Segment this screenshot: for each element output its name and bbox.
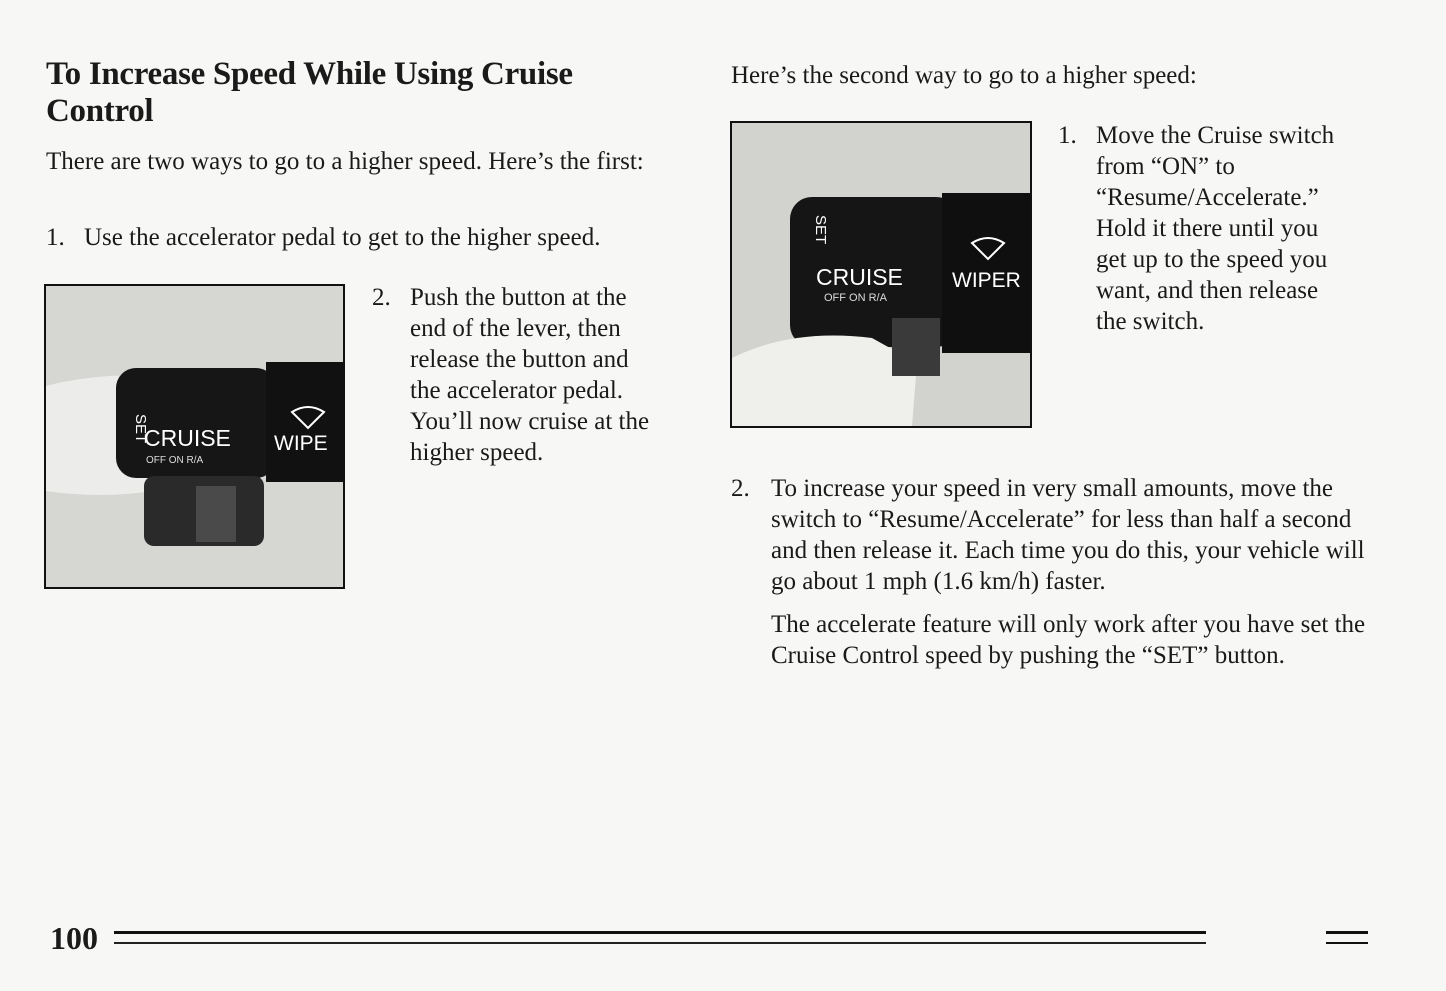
photo-set-label: SET	[812, 215, 829, 245]
cruise-lever-photo-left	[44, 284, 345, 589]
accelerate-note: The accelerate feature will only work after you have set the Cruise Control speed by pushing the “SET” button.	[771, 611, 1366, 669]
right-step-2-text: To increase your speed in very small amounts, move the switch to “Resume/Accelerate” for less than half a second and then release it. Each time you do this, your vehicle will go about 1 mph (1.6 km/h) faster.	[771, 475, 1365, 595]
left-step-2-text: Push the button at the end of the lever, then release the button and the accelerator pedal. You’ll now cruise at the higher speed.	[410, 284, 650, 466]
footer-rule-secondary	[114, 942, 1206, 944]
right-intro-paragraph: Here’s the second way to go to a higher speed:	[731, 62, 1197, 89]
photo-set-label: SET	[132, 414, 149, 444]
corner-tab-mark-lower	[1326, 942, 1368, 944]
right-step-1-text: Move the Cruise switch from “ON” to “Resume/Accelerate.” Hold it there until you get up to the speed you want, and then release the switch.	[1096, 122, 1335, 335]
photo-mode-labels: OFF ON R/A	[146, 455, 204, 466]
left-step-1-number: 1.	[46, 224, 65, 251]
left-step-1-text: Use the accelerator pedal to get to the higher speed.	[84, 224, 601, 251]
right-step-2-number: 2.	[731, 475, 750, 502]
photo-wiper-label: WIPE	[274, 432, 328, 455]
footer-rule	[114, 931, 1206, 934]
left-step-2-number: 2.	[372, 284, 391, 311]
photo-cruise-label: CRUISE	[144, 425, 231, 451]
cruise-lever-photo-right	[730, 121, 1032, 428]
photo-cruise-label: CRUISE	[816, 264, 903, 290]
photo-mode-labels: OFF ON R/A	[824, 292, 887, 304]
photo-wiper-label: WIPER	[952, 269, 1021, 292]
corner-tab-mark	[1326, 931, 1368, 934]
page-number: 100	[50, 920, 98, 956]
left-intro-paragraph: There are two ways to go to a higher speed. Here’s the first:	[46, 148, 644, 175]
section-heading: To Increase Speed While Using Cruise Control	[46, 56, 573, 129]
right-step-1-number: 1.	[1058, 122, 1077, 149]
